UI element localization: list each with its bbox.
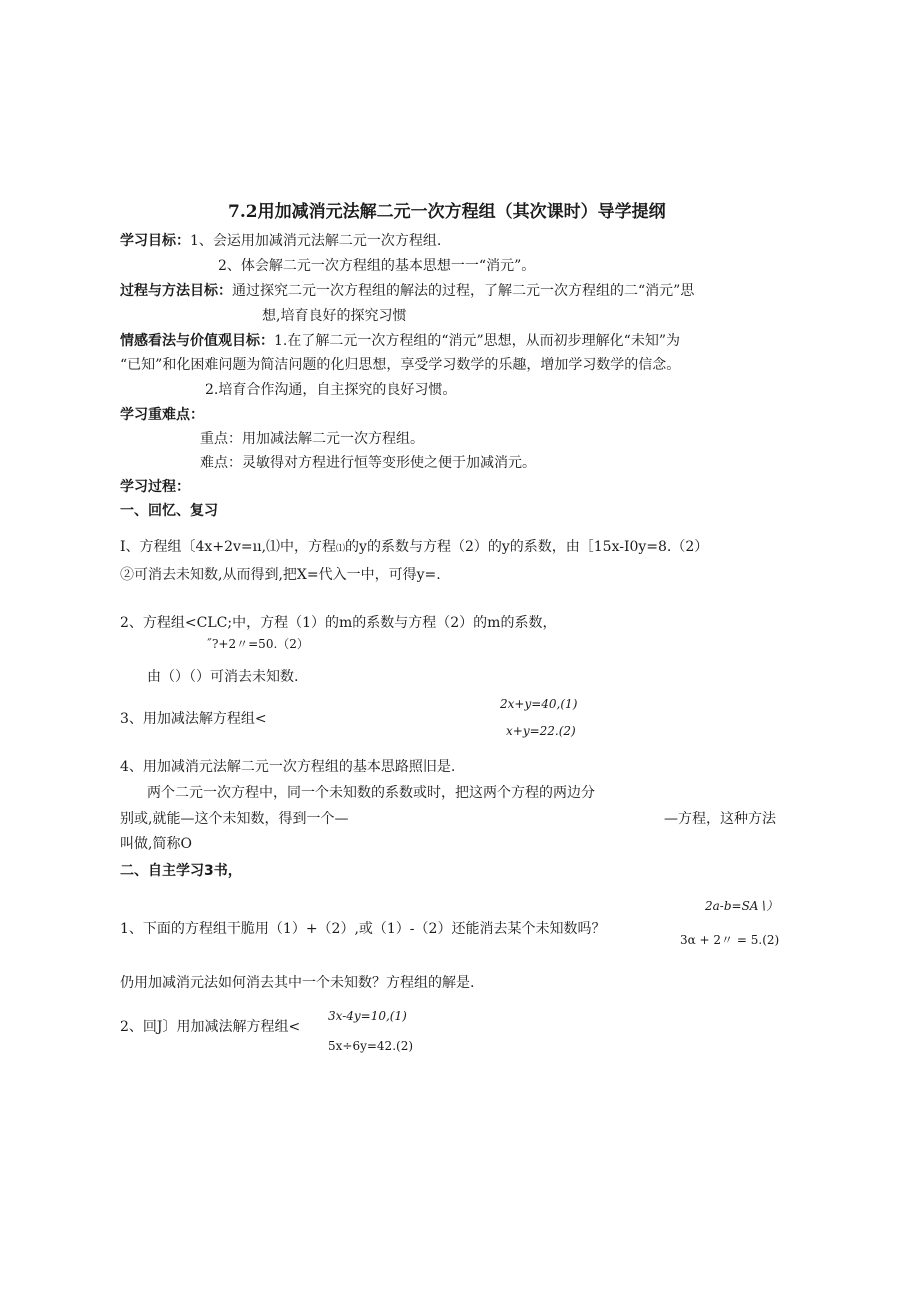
- question-3-text: 3、用加减法解方程组<: [120, 711, 267, 727]
- process-goals-text-1: 通过探究二元一次方程组的解法的过程，了解二元一次方程组的二“消元”思: [232, 283, 695, 299]
- question-4-line-4: 叫做,简称O: [120, 836, 192, 852]
- self-study-2-equation-2: 5x÷6y=42.(2): [328, 1039, 414, 1053]
- question-3-equation-2: x+y=22.(2): [506, 724, 576, 738]
- section-review-heading: 一、回忆、复习: [120, 503, 218, 519]
- self-study-2-equation-1: 3x-4y=10,(1): [328, 1009, 407, 1023]
- goals-line-1: [120, 234, 441, 248]
- question-4-line-3b: —方程，这种方法: [664, 811, 776, 827]
- question-1-line-2: ②可消去未知数,从而得到,把X=代入一中，可得y=.: [120, 567, 441, 583]
- section-self-study-heading: 二、自主学习3书，: [120, 863, 242, 879]
- process-goals-label: 过程与方法目标：: [120, 283, 232, 299]
- goals-item-2: 2、体会解二元一次方程组的基本思想一一“消元”。: [218, 258, 536, 274]
- question-1-part-a: I、方程组〔4x+2v=ıı,⑴中，方程: [120, 539, 337, 555]
- process-goals-text-2: 想,培育良好的探究习惯: [262, 308, 407, 324]
- value-goals-text-2: “已知”和化困难问题为简洁问题的化归思想，享受学习数学的乐趣，增加学习数学的信念。: [120, 357, 681, 373]
- question-4-line-1: 4、用加减消元法解二元一次方程组的基本思路照旧是.: [120, 759, 456, 775]
- question-2-equation: ˝?+2〃=50.（2）: [206, 637, 309, 651]
- process-label: 学习过程：: [120, 479, 190, 495]
- question-4-line-2: 两个二元一次方程中，同一个未知数的系数或时，把这两个方程的两边分: [147, 785, 595, 801]
- question-2-line-1: 2、方程组<CLC;中，方程（1）的m的系数与方程（2）的m的系数，: [120, 615, 557, 631]
- process-goals-line-1: [120, 284, 694, 298]
- value-goals-text-1: 1.在了解二元一次方程组的“消元”思想，从而初步理解化“未知”为: [274, 333, 680, 349]
- goals-item-1: 1、会运用加减消元法解二元一次方程组.: [190, 233, 442, 249]
- question-3-equation-1: 2x+y=40,(1): [500, 697, 578, 711]
- question-1-line-1: [120, 540, 708, 554]
- key-points-label: 学习重难点：: [120, 407, 204, 423]
- page-title: 7.2用加减消元法解二元一次方程组（其次课时）导学提纲: [228, 202, 666, 222]
- value-goals-label: 情感看法与价值观目标：: [120, 333, 274, 349]
- goals-label: 学习目标：: [120, 233, 190, 249]
- question-4-line-3a: 别或,就能—这个未知数，得到一个—: [120, 811, 349, 827]
- self-study-1-equation-2: 3α + 2〃 = 5.(2): [680, 933, 780, 947]
- question-1-subscript: ⑴: [336, 544, 346, 554]
- self-study-1-text: 1、下面的方程组干脆用（1）+（2）,或（1）-（2）还能消去某个未知数吗？: [120, 921, 606, 937]
- difficult-point: 难点：灵敏得对方程进行恒等变形使之便于加减消元。: [200, 455, 536, 471]
- key-point: 重点：用加减法解二元一次方程组。: [200, 431, 424, 447]
- question-1-part-b: 的y的系数与方程（2）的y的系数，由［15x-I0y=8.（2）: [345, 539, 709, 555]
- value-goals-line-1: [120, 334, 680, 348]
- value-goals-text-3: 2.培育合作沟通，自主探究的良好习惯。: [205, 382, 457, 398]
- self-study-1-line-2: 仍用加减消元法如何消去其中一个未知数？方程组的解是.: [120, 975, 475, 991]
- self-study-1-equation-1: 2a-b=SA∖）: [705, 899, 779, 913]
- question-2-line-2: 由（）（）可消去未知数.: [147, 669, 299, 685]
- self-study-2-text: 2、回J〕用加减法解方程组<: [120, 1019, 301, 1035]
